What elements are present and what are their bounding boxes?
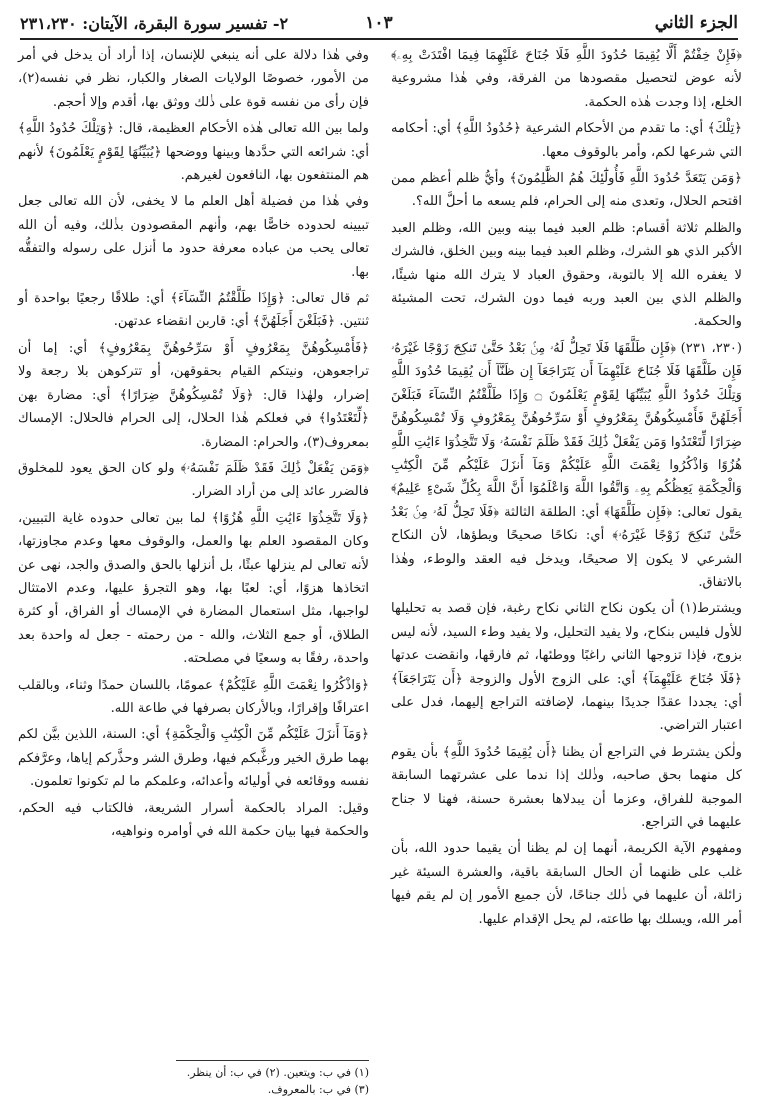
paragraph: ﴿وَلَا تَتَّخِذُوٓا ءَايَٰتِ اللَّهِ هُزُوًا﴾ لما بين تعالى حدوده غاية التبيين، وكان المقصود العلم بها والعمل، والوقوف معها وعدم مجاوزتها، لأنه تعالى لم ينزلها عبثًا، بل أنزلها بالحق والصدق والجد، نهى عن اتخاذها هزوًا، أي: لعبًا بها، وهو التجرؤ عليها، وعدم الامتثال لواجبها، مثل استعمال المضارة في الإمساك أو الفراق، أو كثرة الطلاق، أو جمع الثلاث، والله - من رحمته - جعل له واحدة بعد واحدة، رفقًا به وسعيًا في مصلحته.: [18, 510, 369, 667]
paragraph: (٢٣٠، ٢٣١) ﴿فَإِن طَلَّقَهَا فَلَا تَحِلُّ لَهُۥ مِنۢ بَعْدُ حَتَّىٰ تَنكِحَ زَوْجًا غَيْرَهُۥ فَإِن طَلَّقَهَا فَلَا جُنَاحَ عَلَيْهِمَآ أَن يَتَرَاجَعَآ إِن ظَنَّآ أَن يُقِيمَا حُدُودَ اللَّهِ وَتِلْكَ حُدُودُ اللَّهِ يُبَيِّنُهَا لِقَوْمٍ يَعْلَمُونَ ۝ وَإِذَا طَلَّقْتُمُ النِّسَآءَ فَبَلَغْنَ أَجَلَهُنَّ فَأَمْسِكُوهُنَّ بِمَعْرُوفٍ أَوْ سَرِّحُوهُنَّ بِمَعْرُوفٍ وَلَا تُمْسِكُوهُنَّ ضِرَارًا لِّتَعْتَدُوا وَمَن يَفْعَلْ ذَٰلِكَ فَقَدْ ظَلَمَ نَفْسَهُۥ وَلَا تَتَّخِذُوٓا ءَايَٰتِ اللَّهِ هُزُوًا وَاذْكُرُوا نِعْمَتَ اللَّهِ عَلَيْكُمْ وَمَآ أَنزَلَ عَلَيْكُم مِّنَ الْكِتَٰبِ وَالْحِكْمَةِ يَعِظُكُم بِهِۦ وَاتَّقُوا اللَّهَ وَاعْلَمُوٓا أَنَّ اللَّهَ بِكُلِّ شَىْءٍ عَلِيمٌ﴾ يقول تعالى: ﴿فَإِن طَلَّقَهَا﴾ أي: الطلقة الثالثة ﴿فَلَا تَحِلُّ لَهُۥ مِنۢ بَعْدُ حَتَّىٰ تَنكِحَ زَوْجًا غَيْرَهُۥ﴾ أي: نكاحًا صحيحًا ويطؤها، لأن النكاح الشرعي لا يكون إلا صحيحًا، ويدخل فيه العقد والوطء، وهٰذا بالاتفاق.: [391, 340, 742, 590]
paragraph: ﴿وَمَن يَتَعَدَّ حُدُودَ اللَّهِ فَأُولَٰٓئِكَ هُمُ الظَّٰلِمُونَ﴾ وأيُّ ظلم أعظم ممن اقتحم الحلال، وتعدى منه إلى الحرام، فلم يسعه ما أحلَّ الله؟.: [391, 171, 742, 210]
paragraph: ويشترط(١) أن يكون نكاح الثاني نكاح رغبة، فإن قصد به تحليلها للأول فليس بنكاح، ولا يفيد التحليل، ولا يفيد وطء السيد، لأنه ليس بزوج، فإذا تزوجها الثاني راغبًا ووطئها، ثم فارقها، وانقضت عدتها ﴿فَلَا جُنَاحَ عَلَيْهِمَآ﴾ أي: على الزوج الأول والزوجة ﴿أَن يَتَرَاجَعَآ﴾ أي: يجددا عقدًا جديدًا بينهما، لإضافته التراجع إليهما، فدل على اعتبار التراضي.: [391, 601, 742, 734]
paragraph: والظلم ثلاثة أقسام: ظلم العبد فيما بينه وبين الله، وظلم العبد الأكبر الذي هو الشرك، وظلم العبد فيما بينه وبين الخلق، فالشرك لا يغفره الله إلا بالتوبة، وحقوق العباد لا يترك الله منها شيئًا، والظلم الذي بين العبد وربه فيما دون الشرك، تحت المشيئة والحكمة.: [391, 220, 742, 330]
left-column: [18, 44, 369, 1098]
paragraph: ﴿فَأَمْسِكُوهُنَّ بِمَعْرُوفٍ أَوْ سَرِّحُوهُنَّ بِمَعْرُوفٍ﴾ أي: إما أن تراجعوهن، ونيتكم القيام بحقوقهن، أو تتركوهن بلا رجعة ولا إضرار، ولهٰذا قال: ﴿وَلَا تُمْسِكُوهُنَّ ضِرَارًا﴾ أي: مضارة بهن ﴿لِّتَعْتَدُوا﴾ في فعلكم هٰذا الحلال، إلى الحرام فالحلال: الإمساك بمعروف(٣)، والحرام: المضارة.: [18, 340, 369, 450]
footnotes: (١) في ب: ويتعين. (٢) في ب: أن ينظر. (٣) في ب: بالمعروف.: [176, 1060, 369, 1098]
text-columns: [18, 44, 742, 1098]
part-title: الجزء الثاني: [654, 13, 738, 33]
paragraph: وفي هٰذا من فضيلة أهل العلم ما لا يخفى، لأن الله تعالى جعل تبيينه لحدوده خاصًّا بهم، وأنهم المقصودون بذٰلك، وفيه أن الله تعالى يحب من عباده معرفة حدود ما أنزل على رسوله والتفقُّه بها.: [18, 194, 369, 280]
page-number: ١٠٣: [365, 13, 393, 33]
page-header: [20, 8, 738, 40]
section-title: ٢- تفسير سورة البقرة، الآيتان: ٢٣١،٢٣٠: [20, 13, 289, 33]
paragraph: ﴿وَمَآ أَنزَلَ عَلَيْكُم مِّنَ الْكِتَٰبِ وَالْحِكْمَةِ﴾ أي: السنة، اللذين بيَّن لكم بهما طرق الخير ورغَّبكم فيها، وطرق الشر وحذَّركم إياها، وعرَّفكم نفسه ووقائعه في أوليائه وأعدائه، وعلمكم ما لم تكونوا تعلمون.: [18, 727, 369, 790]
paragraph: ولٰكن يشترط في التراجع أن يظنا ﴿أَن يُقِيمَا حُدُودَ اللَّهِ﴾ بأن يقوم كل منهما بحق صاحبه، وذٰلك إذا ندما على عشرتهما السابقة الموجبة للفراق، وعزما أن يبدلاها بعشرة حسنة، فهنا لا جناح عليهما في التراجع.: [391, 744, 742, 830]
paragraph: ﴿وَمَن يَفْعَلْ ذَٰلِكَ فَقَدْ ظَلَمَ نَفْسَهُۥ﴾ ولو كان الحق يعود للمخلوق فالضرر عائد إلى من أراد الضرار.: [18, 460, 369, 500]
paragraph: ﴿تِلْكَ﴾ أي: ما تقدم من الأحكام الشرعية ﴿حُدُودُ اللَّهِ﴾ أي: أحكامه التي شرعها لكم، وأمر بالوقوف معها.: [391, 121, 742, 160]
paragraph: ومفهوم الآية الكريمة، أنهما إن لم يظنا أن يقيما حدود الله، بأن غلب على ظنهما أن الحال السابقة باقية، والعشرة السيئة غير زائلة، أن عليهما في ذٰلك جناحًا، لأن جميع الأمور إن لم يقم فيها أمر الله، ويسلك بها طاعته، لم يحل الإقدام عليها.: [391, 841, 742, 927]
paragraph: ثم قال تعالى: ﴿وَإِذَا طَلَّقْتُمُ النِّسَآءَ﴾ أي: طلاقًا رجعيًا بواحدة أو ثنتين. ﴿فَبَلَغْنَ أَجَلَهُنَّ﴾ أي: قاربن انقضاء عدتهن.: [18, 291, 369, 330]
right-column: [391, 44, 742, 1098]
paragraph: ولما بين الله تعالى هٰذه الأحكام العظيمة، قال: ﴿وَتِلْكَ حُدُودُ اللَّهِ﴾ أي: شرائعه التي حدَّدها وبينها ووضحها ﴿يُبَيِّنُهَا لِقَوْمٍ يَعْلَمُونَ﴾ لأنهم هم المنتفعون بها، النافعون لغيرهم.: [18, 121, 369, 184]
paragraph: وفي هٰذا دلالة على أنه ينبغي للإنسان، إذا أراد أن يدخل في أمر من الأمور، خصوصًا الولايات الصغار والكبار، نظر في نفسه(٢)، فإن رأى من نفسه قوة على ذٰلك ووثق بها، أقدم وإلا أحجم.: [18, 48, 369, 110]
paragraph: وقيل: المراد بالحكمة أسرار الشريعة، فالكتاب فيه الحكم، والحكمة فيها بيان حكمة الله في أوامره ونواهيه،: [18, 800, 369, 839]
paragraph: ﴿فَإِنْ خِفْتُمْ أَلَّا يُقِيمَا حُدُودَ اللَّهِ فَلَا جُنَاحَ عَلَيْهِمَا فِيمَا افْتَدَتْ بِهِۦ﴾ لأنه عوض لتحصيل مقصودها من الفرقة، وفي هٰذا مشروعية الخلع، إذا وجدت هٰذه الحكمة.: [391, 48, 742, 110]
paragraph: ﴿وَاذْكُرُوا نِعْمَتَ اللَّهِ عَلَيْكُمْ﴾ عمومًا، باللسان حمدًا وثناء، وبالقلب اعترافًا وإقرارًا، وبالأركان بصرفها في طاعة الله.: [18, 677, 369, 716]
